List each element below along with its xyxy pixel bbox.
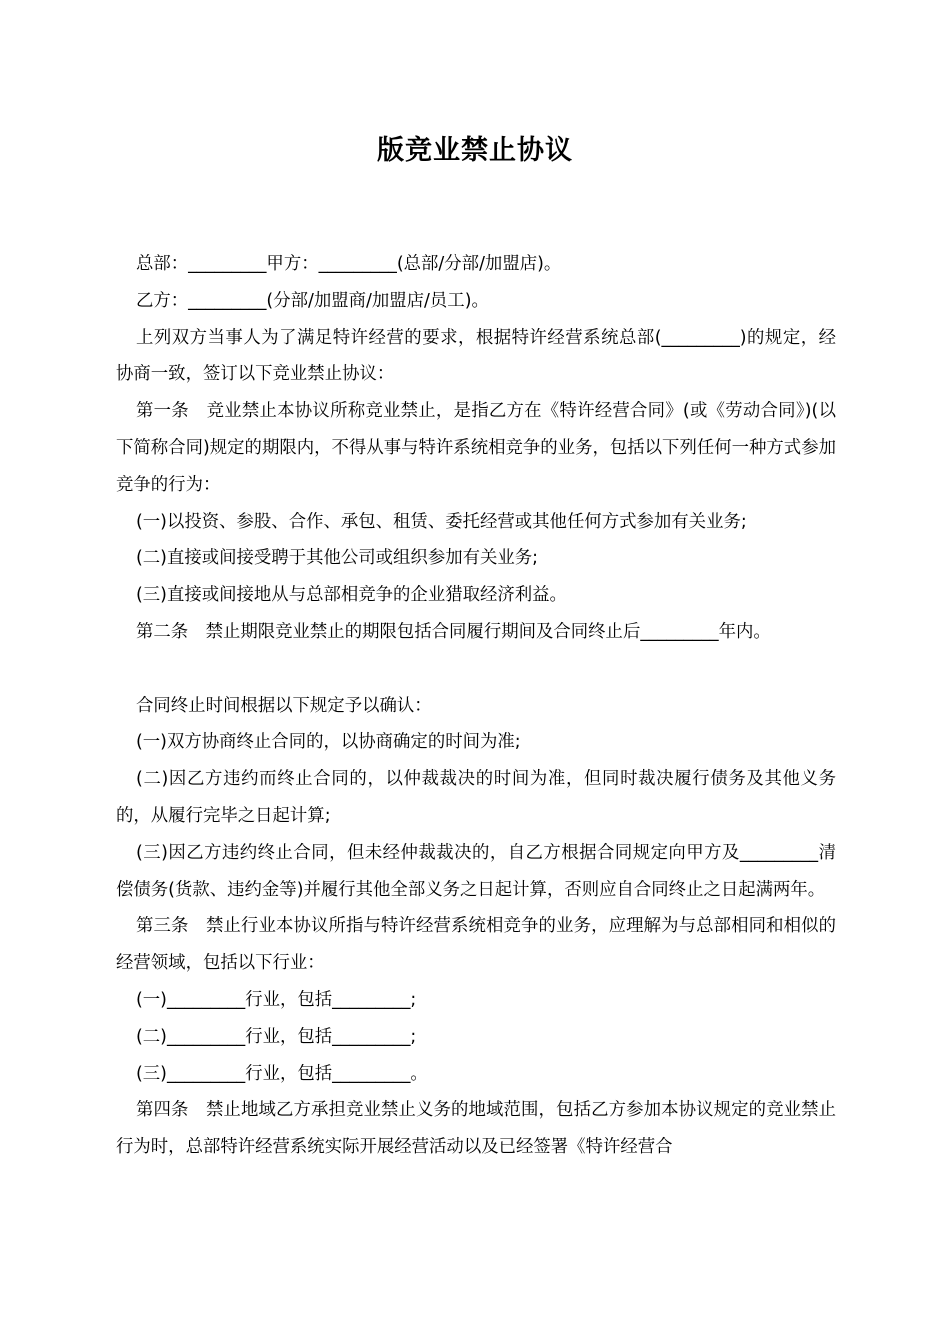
paragraph-termination-item-3: (三)因乙方违约终止合同，但未经仲裁裁决的，自乙方根据合同规定向甲方及_________清偿债务(货款、违约金等)并履行其他全部义务之日起计算，否则应自合同终止之日起满两年。 [116,842,836,900]
paragraph-party-b: 乙方：_________(分部/加盟商/加盟店/员工)。 [136,290,489,311]
paragraph-termination-intro: 合同终止时间根据以下规定予以确认： [136,695,432,716]
paragraph-article-3-item-1: (一)_________行业，包括_________; [136,989,417,1010]
paragraph-article-1-item-3: (三)直接或间接地从与总部相竞争的企业猎取经济利益。 [136,585,567,606]
paragraph-article-1-item-2: (二)直接或间接受聘于其他公司或组织参加有关业务; [136,548,539,569]
paragraph-termination-item-2: (二)因乙方违约而终止合同的，以仲裁裁决的时间为准，但同时裁决履行债务及其他义务的，从履行完毕之日起计算; [116,769,836,826]
paragraph-termination-item-1: (一)双方协商终止合同的，以协商确定的时间为准; [136,732,521,753]
paragraph-article-1: 第一条 竞业禁止本协议所称竞业禁止，是指乙方在《特许经营合同》(或《劳动合同》)(以下简称合同)规定的期限内，不得从事与特许系统相竞争的业务，包括以下列任何一种方式参加竞争的行为： [116,401,836,495]
paragraph-article-3: 第三条 禁止行业本协议所指与特许经营系统相竞争的业务，应理解为与总部相同和相似的经营领域，包括以下行业： [116,916,836,974]
document-body [116,246,836,1166]
paragraph-article-3-item-2: (二)_________行业，包括_________; [136,1026,417,1047]
paragraph-article-3-item-3: (三)_________行业，包括_________。 [136,1063,428,1084]
paragraph-article-1-item-1: (一)以投资、参股、合作、承包、租赁、委托经营或其他任何方式参加有关业务; [136,511,747,532]
document-title: 版竞业禁止协议 [377,135,573,166]
paragraph-preamble: 上列双方当事人为了满足特许经营的要求，根据特许经营系统总部(_________)的规定，经协商一致，签订以下竞业禁止协议： [116,327,836,385]
paragraph-article-4: 第四条 禁止地域乙方承担竞业禁止义务的地域范围，包括乙方参加本协议规定的竞业禁止行为时，总部特许经营系统实际开展经营活动以及已经签署《特许经营合 [116,1100,836,1158]
paragraph-headquarters-party-a: 总部：_________甲方：_________(总部/分部/加盟店)。 [136,254,562,274]
paragraph-article-2: 第二条 禁止期限竞业禁止的期限包括合同履行期间及合同终止后_________年内。 [136,621,771,642]
